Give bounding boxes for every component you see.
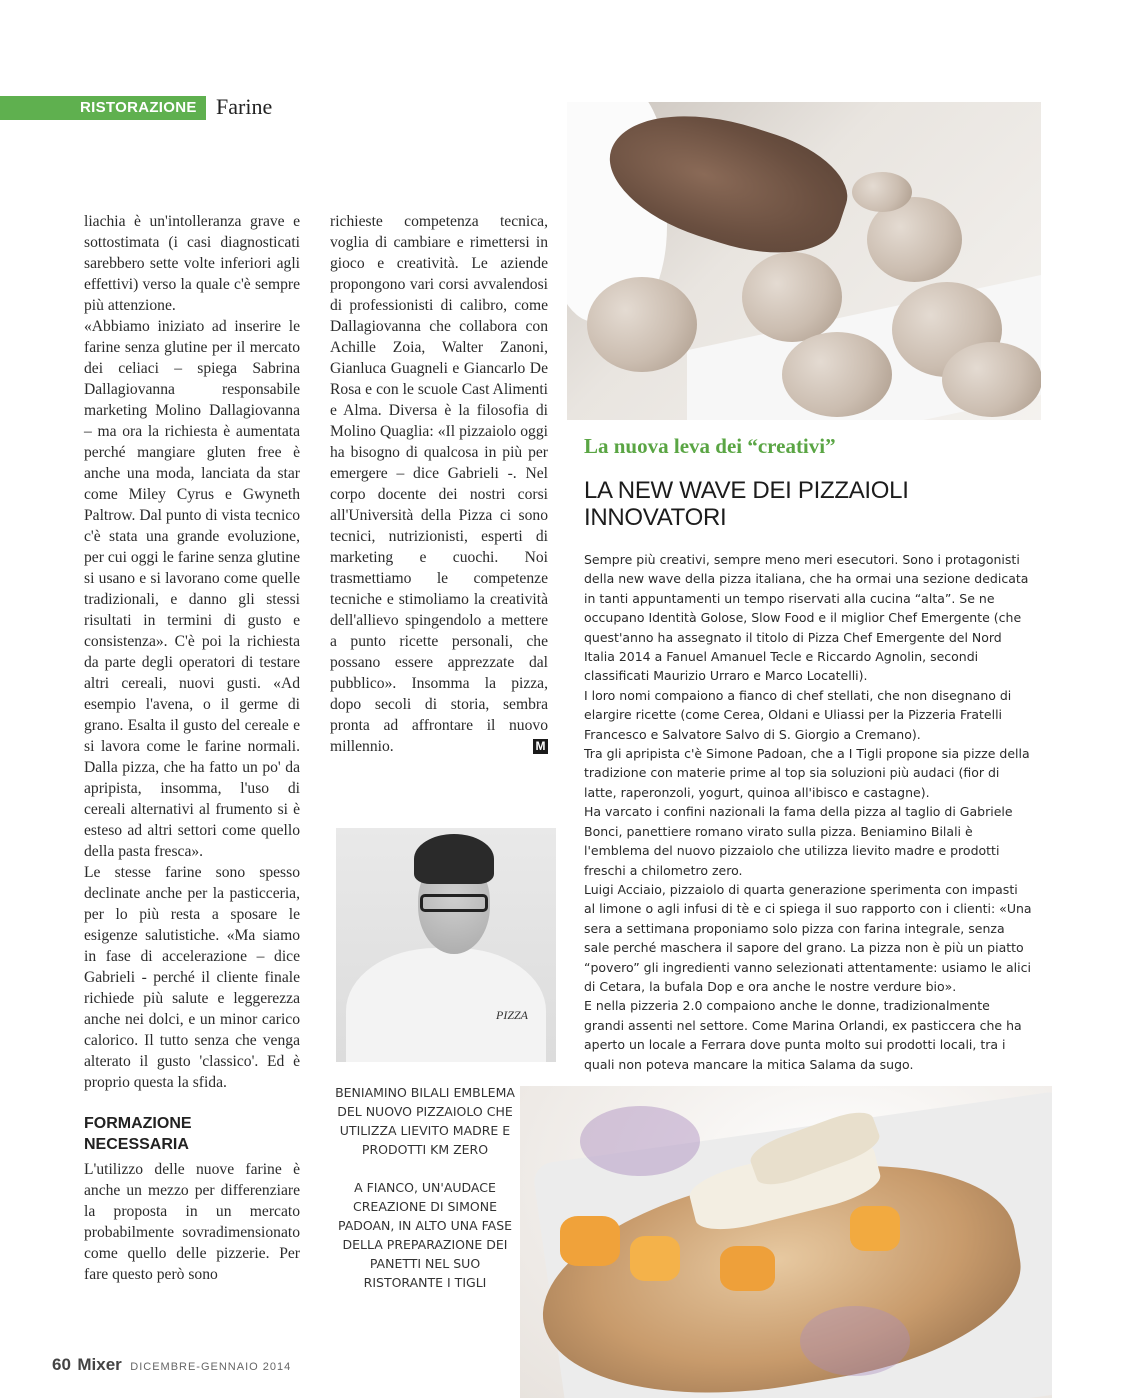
paragraph: liachia è un'intolleranza grave e sottostimata (i casi diagnosticati sarebbero sette volte inferiori agli effettivi) verso la quale c'è sempre più attenzione. [84,213,300,314]
paragraph: Le stesse farine sono spesso declinate anche per la pasticceria, per lo più resta a sposare le esigenze salutistiche. «Ma siamo in fase di accelerazione – dice Gabrieli - perché il cliente finale richiede più salute e leggerezza anche nei dolci, e un minor carico calorico. Il tutto senza che venga alterato il gusto 'classico'. Ed è proprio questa la sfida. [84,864,300,1091]
topping [560,1216,620,1266]
photo-caption: A FIANCO, UN'AUDACE CREAZIONE DI SIMONE PADOAN, IN ALTO UNA FASE DELLA PREPARAZIONE DEI PANETTI NEL SUO RISTORANTE I TIGLI [337,1180,513,1290]
section-subtitle: Farine [216,94,273,119]
page-footer [52,1355,291,1375]
hair [414,834,494,884]
dough-ball [782,332,892,417]
end-of-article-icon: M [533,739,548,754]
dough-ball [852,172,912,212]
paragraph: Ha varcato i confini nazionali la fama della pizza al taglio di Gabriele Bonci, panettiere romano virato sulla pizza. Beniamino Bilali è l'emblema del nuovo pizzaiolo che utilizza lievito madre e prodotti freschi a chilometro zero. [584,804,1013,878]
page-number: 60 [52,1355,71,1374]
topping [580,1106,700,1176]
magazine-name: Mixer [77,1355,122,1374]
dough-ball [587,277,697,372]
paragraph: Sempre più creativi, sempre meno meri esecutori. Sono i protagonisti della new wave della pizza italiana, che ha ormai una sezione dedicata in tanti appuntamenti un tempo riservati alla cucina “alta”. Se ne occupano Identità Golose, Slow Food e il miglior Chef Emergente (che quest'anno ha assegnato il titolo di Pizza Chef Emergente del Nord Italia 2014 a Fanuel Amanuel Tecle e Riccardo Agnolin, secondi classificati Maurizio Urraro e Marco Locatelli). [584,552,1029,684]
glasses [420,894,488,912]
pizza-creation-photo [520,1086,1052,1398]
text-column-2 [330,211,548,757]
topping [850,1206,900,1251]
subheading: FORMAZIONE NECESSARIA [84,1115,192,1153]
section-label: RISTORAZIONE [80,99,197,116]
chef-jacket [346,948,546,1062]
topping [720,1246,775,1291]
chef-portrait-photo [336,828,556,1062]
paragraph: richieste competenza tecnica, voglia di cambiare e rimettersi in gioco e creatività. Le aziende propongono vari corsi avvalendosi di professionisti di calibro, come Dallagiovanna che collabora con Achille Zoia, Walter Zanoni, Gianluca Guagneli e Giancarlo De Rosa e con le scuole Cast Alimenti e Alma. Diversa è la filosofia di Molino Quaglia: «Il pizzaiolo oggi ha bisogno di qualcosa in più per emergere – dice Gabrieli -. Nel corpo docente dei nostri corsi all'Università della Pizza ci sono tecnici, nutrizionisti, esperti di marketing e cuochi. Noi trasmettiamo le competenze tecniche e stimoliamo la creatività dell'allievo spingendolo a mettere a punto ricette personali, che possano essere apprezzate dal pubblico». Insomma la pizza, dopo secoli di storia, sembra pronta ad affrontare il nuovo millennio. [330,213,548,755]
dough-ball [942,342,1041,417]
dough-ball [742,252,842,342]
paragraph: «Abbiamo iniziato ad inserire le farine senza glutine per il mercato dei celiaci – spiega Sabrina Dallagiovanna responsabile marketing Molino Dallagiovanna – ma ora la richiesta è aumentata perché mangiare gluten free è anche una moda, lanciata da star come Miley Cyrus e Gwyneth Paltrow. Dal punto di vista tecnico c'è stata una grande evoluzione, per cui oggi le farine senza glutine si usano e si lavorano come quelle tradizionali, e danno gli stessi risultati in termini di gusto e consistenza». C'è poi la richiesta da parte degli operatori di testare altri cereali, nuovi gusti. «Ad esempio l'avena, o il germe di grano. Esalta il gusto del cereale e si lavora come le farine normali. Dalla pizza, che ha fatto un po' da apripista, insomma, l'uso di cereali alternativi al frumento si è esteso ad altri settori come quello della pasta fresca». [84,318,300,860]
topping [800,1306,910,1376]
topping [630,1236,680,1281]
paragraph: I loro nomi compaiono a fianco di chef stellati, che non disegnano di elargire ricette (come Cerea, Oldani e Uliassi per la Pizzeria Fratelli Francesco e Salvatore Salvo di S. Giorgio a Cremano). [584,687,1012,742]
issue-date: DICEMBRE-GENNAIO 2014 [130,1361,292,1373]
text-column-1 [84,211,300,1285]
paragraph: L'utilizzo delle nuove farine è anche un mezzo per differenziare la proposta in un mercato probabilmente sovradimensionato come quello delle pizzerie. Per fare questo però sono [84,1161,300,1283]
portrait-caption: BENIAMINO BILALI EMBLEMA DEL NUOVO PIZZAIOLO CHE UTILIZZA LIEVITO MADRE E PRODOTTI KM ZERO [335,1085,515,1157]
article-body [584,550,1032,1074]
jacket-embroidery: PIZZA [496,1008,529,1022]
paragraph: Tra gli apripista c'è Simone Padoan, che a I Tigli propone sia pizze della tradizione con materie prime al top sia soluzioni più audaci (fior di latte, raperonzoli, yogurt, quinoa all'ibisco e castagne). [584,746,1030,800]
paragraph: E nella pizzeria 2.0 compaiono anche le donne, tradizionalmente grandi assenti nel settore. Come Marina Orlandi, ex pasticcera che ha aperto un locale a Ferrara dove punta molto sui prodotti locali, tra i quali non poteva mancare la mitica Salama da sugo. [584,998,1022,1072]
article-headline: LA NEW WAVE DEI PIZZAIOLI INNOVATORI [584,477,909,531]
dough-balls-photo [567,102,1041,420]
paragraph: Luigi Acciaio, pizzaiolo di quarta generazione sperimenta con impasti al limone o agli infusi di tè e ci spiega il suo rapporto con i clienti: «Una sera a settimana proponiamo solo pizza con farina integrale, senza sale perché maschera il sapore del grano. La pizza non è più un piatto “povero” gli ingredienti vanno selezionati attentamente: usiamo le alici di Cetara, la bufala Dop e ora anche le nostre verdure bio». [584,881,1032,994]
article-kicker: La nuova leva dei “creativi” [584,434,836,458]
